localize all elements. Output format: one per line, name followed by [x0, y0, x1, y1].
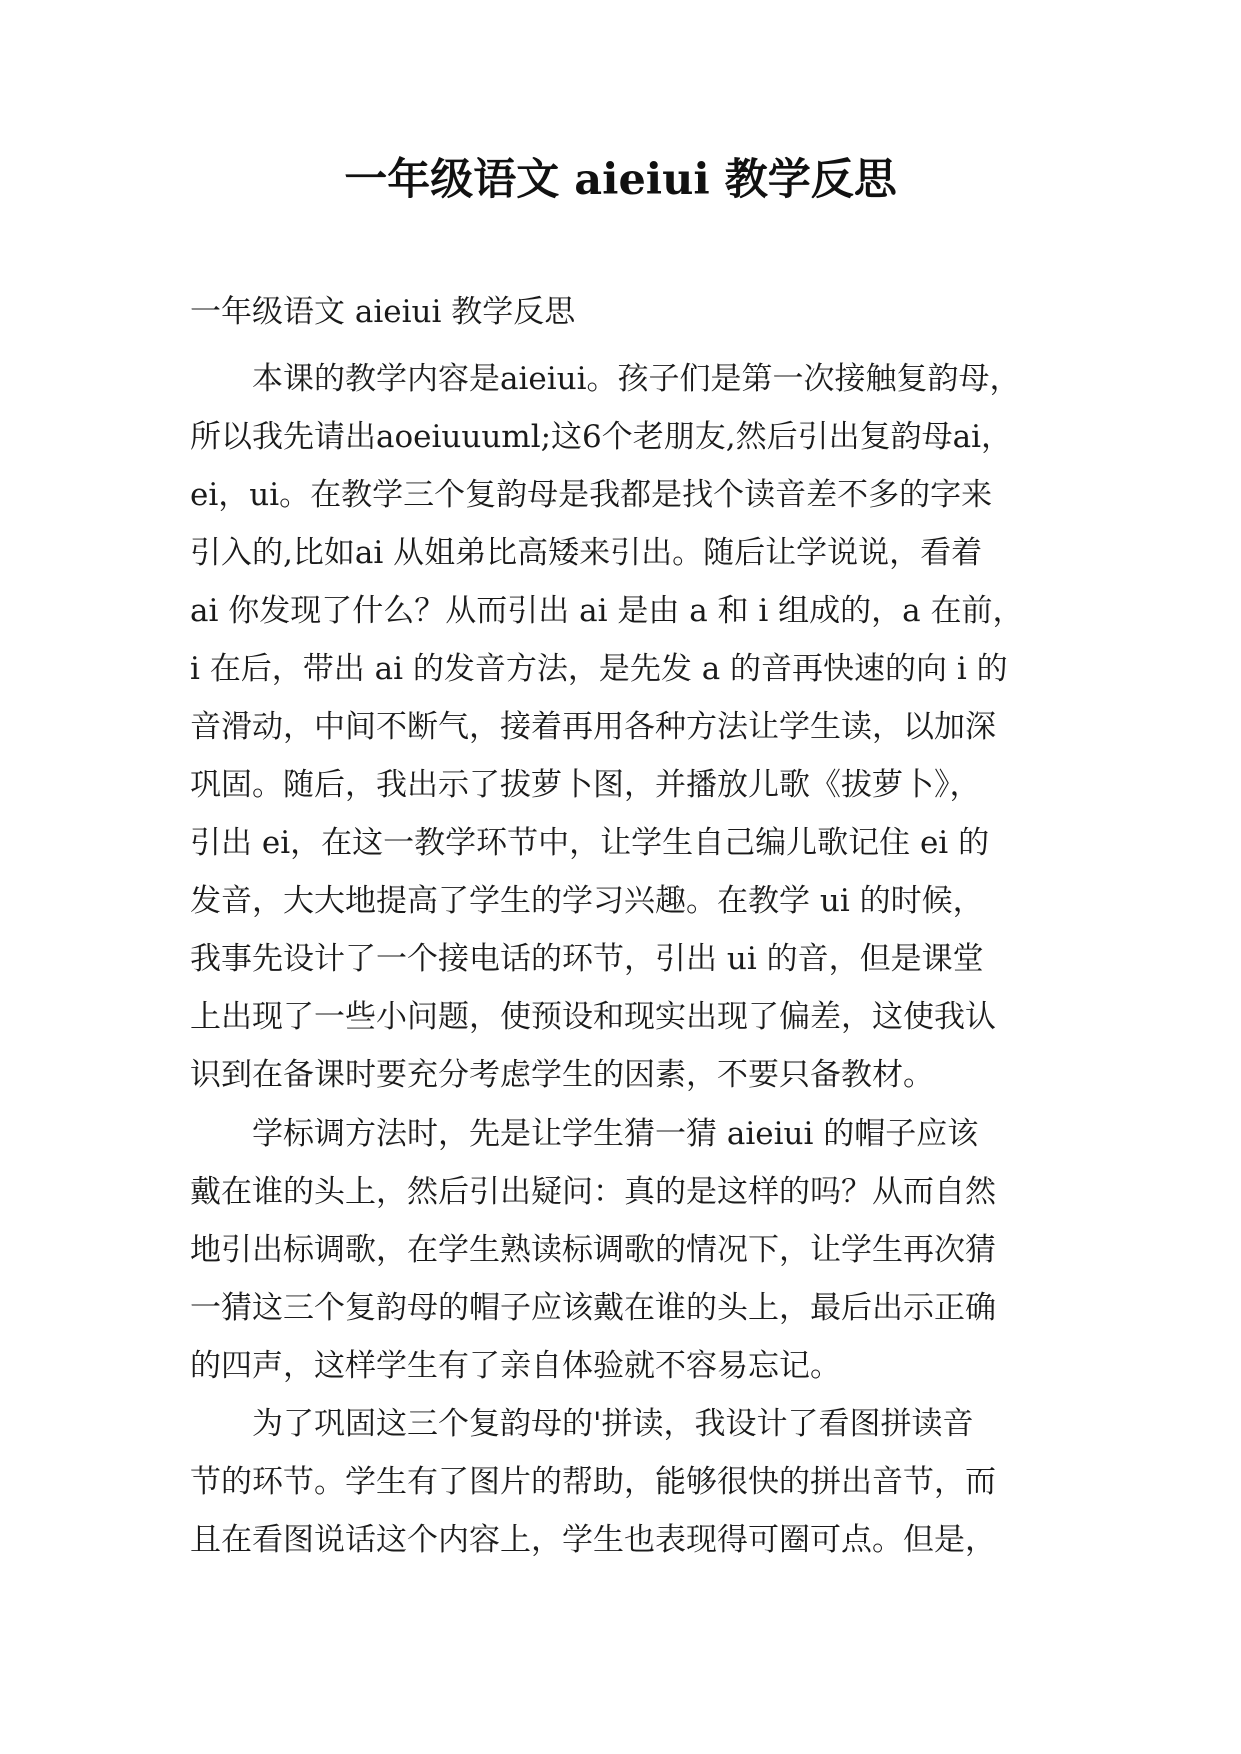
text-line: 戴在谁的头上，然后引出疑问：真的是这样的吗？从而自然 [190, 1174, 996, 1210]
text-line: ei，ui。在教学三个复韵母是我都是找个读音差不多的字来 [190, 477, 993, 513]
document-title: 一年级语文 aieiui 教学反思 [344, 155, 897, 205]
paragraph-1 [190, 350, 1070, 1104]
text-line: 我事先设计了一个接电话的环节，引出 ui 的音，但是课堂 [190, 941, 984, 977]
text-line: 音滑动，中间不断气，接着再用各种方法让学生读，以加深 [190, 709, 996, 745]
text-line: 地引出标调歌，在学生熟读标调歌的情况下，让学生再次猜 [190, 1232, 996, 1268]
text-line: 学标调方法时，先是让学生猜一猜 aieiui 的帽子应该 [190, 1116, 979, 1152]
text-line: ai 你发现了什么？从而引出 ai 是由 a 和 i 组成的，a 在前， [190, 593, 1024, 629]
document-subtitle: 一年级语文 aieiui 教学反思 [190, 294, 576, 330]
text-line: 引入的,比如ai 从姐弟比高矮来引出。随后让学说说，看着 [190, 535, 983, 571]
text-line: 发音，大大地提高了学生的学习兴趣。在教学 ui 的时候， [190, 883, 984, 919]
paragraph-3 [190, 1395, 1070, 1569]
text-line: 上出现了一些小问题，使预设和现实出现了偏差，这使我认 [190, 999, 996, 1035]
text-line: i 在后，带出 ai 的发音方法，是先发 a 的音再快速的向 i 的 [190, 651, 1008, 687]
text-line: 识到在备课时要充分考虑学生的因素，不要只备教材。 [190, 1057, 934, 1093]
text-line: 本课的教学内容是aieiui。孩子们是第一次接触复韵母， [190, 361, 1021, 397]
text-line: 且在看图说话这个内容上，学生也表现得可圈可点。但是， [190, 1522, 996, 1558]
text-line: 节的环节。学生有了图片的帮助，能够很快的拼出音节，而 [190, 1464, 996, 1500]
text-line: 的四声，这样学生有了亲自体验就不容易忘记。 [190, 1348, 841, 1384]
paragraph-2 [190, 1105, 1070, 1395]
text-line: 一猜这三个复韵母的帽子应该戴在谁的头上，最后出示正确 [190, 1290, 996, 1326]
text-line: 巩固。随后，我出示了拔萝卜图，并播放儿歌《拔萝卜》， [190, 767, 981, 803]
text-line: 为了巩固这三个复韵母的'拼读，我设计了看图拼读音 [190, 1406, 974, 1442]
text-line: 所以我先请出aoeiuuuml;这6个老朋友,然后引出复韵母ai， [190, 419, 1013, 455]
text-line: 引出 ei，在这一教学环节中，让学生自己编儿歌记住 ei 的 [190, 825, 990, 861]
